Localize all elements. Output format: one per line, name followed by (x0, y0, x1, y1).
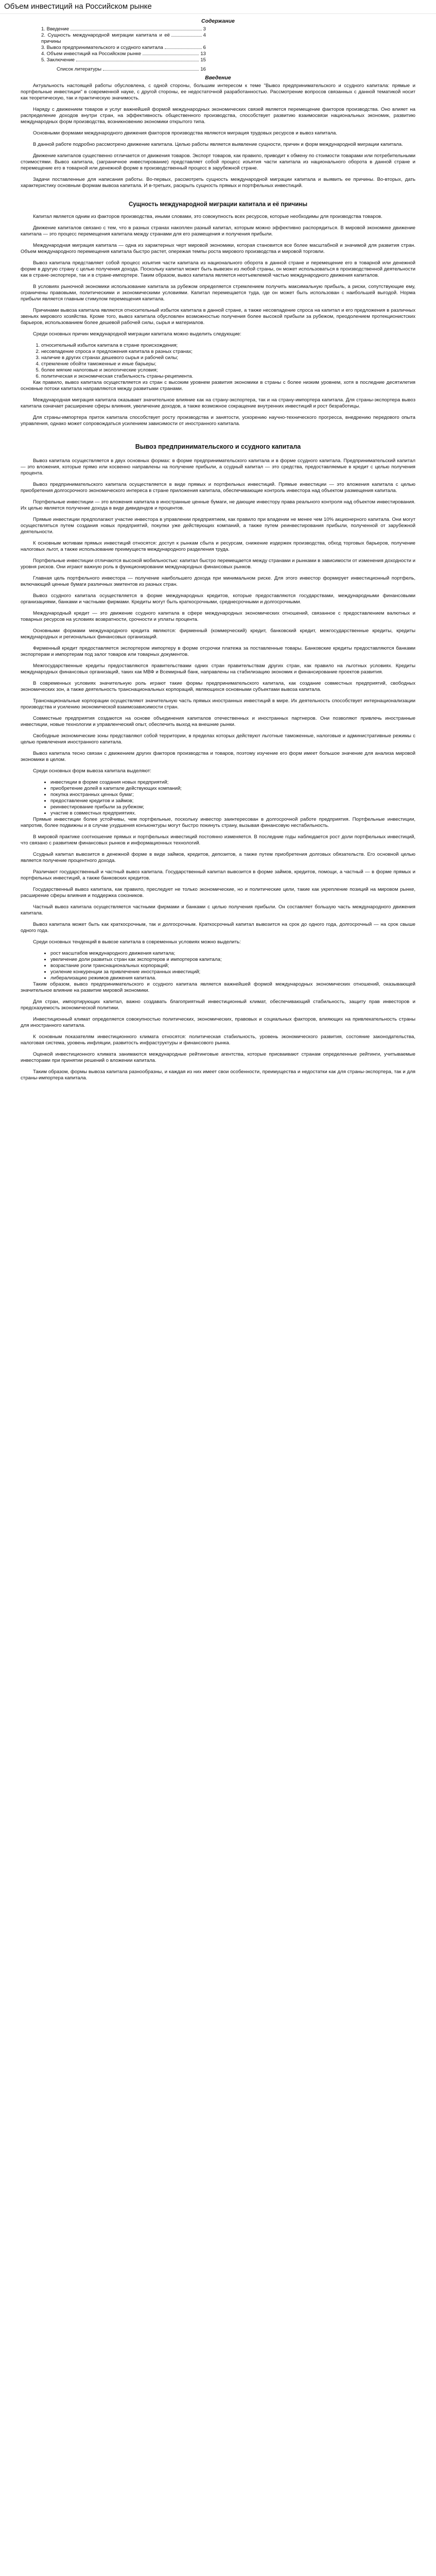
paragraph: К основным показателям инвестиционного климата относятся: политическая стабильность, уровень экономического развития, состояние законодательства, налоговая система, уровень инфляции, развитость инфраструктуры и финансового рынка. (21, 1034, 415, 1046)
paragraph: Среди основных тенденций в вывозе капитала в современных условиях можно выделить: (33, 939, 241, 945)
paragraph: Вывоз ссудного капитала осуществляется в форме международных кредитов, которые предоставляются государствами, международными финансовыми организациями, банками и частными фирмами. Кредиты могут быть краткосрочными, среднесрочными и долгосрочными. (21, 593, 415, 605)
paragraph: Среди основных причин международной миграции капитала можно выделить следующие: (33, 331, 241, 337)
table-of-contents (41, 26, 206, 73)
paragraph: Различают государственный и частный вывоз капитала. Государственный капитал вывозится в форме займов, кредитов, помощи, а частный — в форме прямых и портфельных инвестиций, а также банковских кредитов. (21, 869, 415, 881)
paragraph: Международная миграция капитала — одна из характерных черт мировой экономики, которая становится все более масштабной и значимой для развития стран. Объем международного перемещения капитала быстро растет, опережая темпы роста мирового производства и мировой торговли. (21, 243, 415, 255)
causes-list (21, 343, 415, 380)
trends-list (21, 951, 415, 981)
paragraph: Свободные экономические зоны представляют собой территории, в пределах которых действуют льготные таможенные, налоговые и административные режимы с целью привлечения иностранного капитала. (21, 733, 415, 745)
paragraph: Прямые инвестиции предполагают участие инвестора в управлении предприятием, как правило при владении не менее чем 10% акционерного капитала. Они могут осуществляться путем создания новых предприятий, покупки уже действующих компаний, а также путем реинвестирования прибыли, полученной от зарубежной деятельности. (21, 517, 415, 535)
paragraph: Совместные предприятия создаются на основе объединения капиталов отечественных и иностранных партнеров. Они позволяют привлечь иностранные инвестиции, новые технологии и управленческий опыт, обеспечить выход на внешние рынки. (21, 716, 415, 727)
list-item: • реинвестирование прибыли за рубежом; (50, 804, 415, 810)
section-3-closing (21, 981, 415, 1087)
list-item: • возрастание роли транснациональных корпораций; (50, 963, 415, 969)
toc-item[interactable]: 4. Объем инвестиций на Российском рынке 13 (41, 51, 206, 57)
paragraph: Причинами вывоза капитала являются относительный избыток капитала в данной стране, а также несовпадение спроса на капитал и его предложения в различных звеньях мирового хозяйства. Кроме того, вывоз капитала обусловлен возможностью получения более высокой прибыли за рубежом, преодолением протекционистских барьеров, использованием более дешевой рабочей силы, сырья и материалов. (21, 308, 415, 326)
toc-heading: Содержание (201, 18, 235, 24)
paragraph: Вывоз капитала представляет собой процесс изъятия части капитала из национального оборота в данной стране и перемещение его в товарной или денежной форме в другую страну с целью получения дохода. Поскольку капитал может быть вывезен из любой страны, он может использоваться в производственной деятельности как в стране-экспортере, так и в стране-импортере. Таким образом, вывоз капитала является неотъемлемой частью международного движения капиталов. (21, 260, 415, 278)
paragraph: Основными формами международного движения факторов производства являются миграция трудовых ресурсов и вывоз капитала. (33, 130, 338, 136)
intro-section (21, 83, 415, 194)
paragraph: В данной работе подробно рассмотрено движение капитала. Целью работы является выявление сущности, причин и форм международной миграции капитала. (33, 142, 403, 147)
section-3 (21, 458, 415, 779)
list-item: 4. стремление обойти таможенные и иные барьеры; (41, 361, 415, 367)
paragraph: Движение капиталов связано с тем, что в разных странах накоплен разный капитал, которым можно эффективно распорядиться. В мировой экономике движение капитала — это процесс перемещения капитала между странами для его размещения и получения прибыли. (21, 225, 415, 237)
list-item: • участие в совместных предприятиях. (50, 810, 415, 817)
list-item: 1. относительный избыток капитала в стране происхождения; (41, 343, 415, 349)
toc-item[interactable]: 1. Введение 3 (41, 26, 206, 32)
toc-item[interactable]: Список литературы 16 (57, 66, 206, 72)
toc-item[interactable]: 2. Сущность международной миграции капитала и её причины 4 (41, 32, 206, 44)
section-2 (21, 214, 415, 343)
paragraph: Таким образом, вывоз предпринимательского и ссудного капитала является важнейшей формой международных экономических отношений, оказывающей значительное влияние на развитие мировой экономики. (21, 981, 415, 993)
list-item: • либерализацию режимов движения капитала. (50, 975, 415, 981)
paragraph: Портфельные инвестиции отличаются высокой мобильностью: капитал быстро перемещается между странами и рынками в зависимости от изменения доходности и уровня рисков. Они играют важную роль в функционировании международных финансовых рынков. (21, 558, 415, 570)
paragraph: Вывоз капитала тесно связан с движением других факторов производства и товаров, поэтому изучение его форм имеет большое значение для анализа мировой экономики в целом. (21, 751, 415, 762)
section-2-continued (21, 380, 415, 432)
paragraph: Таким образом, формы вывоза капитала разнообразны, и каждая из них имеет свои особенности, преимущества и недостатки как для страны-экспортера, так и для страны-импортера капитала. (21, 1069, 415, 1081)
paragraph: Капитал является одним из факторов производства, иными словами, это совокупность всех ресурсов, которые необходимы для производства товаров. (33, 214, 382, 219)
paragraph: Частный вывоз капитала осуществляется частными фирмами и банками с целью получения прибыли. Он составляет большую часть международного движения капитала. (21, 904, 415, 916)
paragraph: Актуальность настоящей работы обусловлена, с одной стороны, большим интересом к теме "Вывоз предпринимательского и ссудного капитала: прямые и портфельные инвестиции" в современной науке, с другой стороны, ее недостаточной разработанностью. Рассмотрение вопросов связанных с данной тематикой носит как теоретическую, так и практическую значимость. (21, 83, 415, 101)
paragraph: В условиях рыночной экономики использование капитала за рубежом определяется стремлением получить максимальную прибыль, а риски, сопутствующие ему, ограничены правовыми, политическими и экономическими условиями. Капитал перемещается туда, где он может быть использован с наибольшей выгодой. Норма прибыли является главным стимулом перемещения капитала. (21, 284, 415, 302)
list-item: 3. наличие в других странах дешевого сырья и рабочей силы; (41, 355, 415, 361)
list-item: 2. несовпадение спроса и предложения капитала в разных странах; (41, 349, 415, 355)
paragraph: Вывоз капитала осуществляется в двух основных формах: в форме предпринимательского капитала и в форме ссудного капитала. Предпринимательский капитал — это вложения, которые прямо или косвенно направлены на получение прибыли, а ссудный капитал — это средства, предоставляемые в кредит с целью получения процента. (21, 458, 415, 476)
list-item: • инвестиции в форме создания новых предприятий; (50, 779, 415, 786)
paragraph: Международная миграция капитала оказывает значительное влияние как на страну-экспортера, так и на страну-импортера капитала. Для страны-экспортера вывоз капитала означает расширение сферы влияния, увеличение доходов, а также возможное сокращение внутренних инвестиций и рост безработицы. (21, 397, 415, 409)
section-heading: Сущность международной миграции капитала и её причины (128, 201, 308, 208)
paragraph: Фирменный кредит предоставляется экспортером импортеру в форме отсрочки платежа за поставленные товары. Банковские кредиты предоставляются банками экспортерам и импортерам под залог товаров или товарных документов. (21, 646, 415, 657)
document-page (0, 0, 436, 1087)
paragraph: Для страны-импортера приток капитала способствует росту производства и занятости, ускорению научно-технического прогресса, внедрению передового опыта управления, однако может сопровождаться усилением зависимости от иностранного капитала. (21, 415, 415, 427)
paragraph: Транснациональные корпорации осуществляют значительную часть прямых иностранных инвестиций в мире. Их деятельность способствует интернационализации производства и усилению экономической взаимозависимости стран. (21, 698, 415, 710)
paragraph: Прямые инвестиции более устойчивы, чем портфельные, поскольку инвестор заинтересован в долгосрочной работе предприятия. Портфельные инвестиции, напротив, более подвижны и в случае ухудшения конъюнктуры могут быстро покинуть страну, вызывая финансовую нестабильность. (21, 817, 415, 828)
section-heading: Вывоз предпринимательского и ссудного капитала (135, 443, 301, 450)
paragraph: В современных условиях значительную роль играют такие формы предпринимательского капитала, как создание совместных предприятий, свободных экономических зон, а также деятельность транснациональных корпораций, являющихся основными субъектами вывоза капитала. (21, 681, 415, 692)
paragraph: Международный кредит — это движение ссудного капитала в сфере международных экономических отношений, связанное с предоставлением валютных и товарных ресурсов на условиях возвратности, срочности и уплаты процента. (21, 611, 415, 622)
list-item: • предоставление кредитов и займов; (50, 798, 415, 804)
toc-item[interactable]: 5. Заключение 15 (41, 57, 206, 63)
paragraph: Основными формами международного кредита являются: фирменный (коммерческий) кредит, банковский кредит, межгосударственные кредиты, кредиты международных и региональных финансовых организаций. (21, 628, 415, 640)
paragraph: Государственный вывоз капитала, как правило, преследует не только экономические, но и политические цели, такие как укрепление позиций на мировом рынке, расширение сферы влияния и поддержка союзников. (21, 887, 415, 899)
paragraph: Для стран, импортирующих капитал, важно создавать благоприятный инвестиционный климат, обеспечивающий стабильность, защиту прав инвесторов и предсказуемость экономической политики. (21, 999, 415, 1011)
paragraph: Межгосударственные кредиты предоставляются правительствами одних стран правительствам других стран, как правило на льготных условиях. Кредиты международных финансовых организаций, таких как МВФ и Всемирный банк, направлены на стабилизацию экономик и финансирование проектов развития. (21, 663, 415, 675)
paragraph: Портфельные инвестиции — это вложения капитала в иностранные ценные бумаги, не дающие инвестору права реального контроля над объектом инвестирования. Их целью является получение дохода в виде дивидендов и процентов. (21, 499, 415, 511)
paragraph: Как правило, вывоз капитала осуществляется из стран с высоким уровнем развития экономики в страны с более низким уровнем, хотя в последние десятилетия основные потоки капитала направляются между развитыми странами. (21, 380, 415, 392)
intro-heading: Введение (205, 75, 231, 81)
list-item: • приобретение долей в капитале действующих компаний; (50, 786, 415, 792)
paragraph: К основным мотивам прямых инвестиций относятся: доступ к рынкам сбыта и ресурсам, снижение издержек производства, обход торговых барьеров, получение налоговых льгот, а также использование преимуществ международного разделения труда. (21, 540, 415, 552)
toc-item[interactable]: 3. Вывоз предпринимательского и ссудного капитала 6 (41, 45, 206, 50)
paragraph: Среди основных форм вывоза капитала выделяют: (33, 768, 151, 774)
paragraph: Инвестиционный климат определяется совокупностью политических, экономических, правовых и социальных факторов, влияющих на привлекательность страны для иностранного капитала. (21, 1016, 415, 1028)
forms-list (21, 779, 415, 817)
list-item: • увеличение доли развитых стран как экспортеров и импортеров капитала; (50, 957, 415, 963)
document-body (0, 14, 436, 1087)
window-title: Объем инвестиций на Российском рынке (0, 0, 436, 14)
paragraph: Задачи поставленные для написания работы. Во-первых, рассмотреть сущность международной миграции капитала и выявить ее причины. Во-вторых, дать характеристику основным формам вывоза капитала. И в-третьих, раскрыть сущность прямых и портфельных инвестиций. (21, 177, 415, 189)
list-item: 5. более мягкие налоговые и экологические условия; (41, 367, 415, 374)
paragraph: Движение капиталов существенно отличается от движения товаров. Экспорт товаров, как правило, приводит к обмену по стоимости товарами или потребительными стоимостями. Вывоз капитала, (заграничное инвестирование) представляет собой процесс изъятия части капитала из национального оборота в данной стране и перемещение его в товарной или денежной форме в производственный процесс в зарубежной стране. (21, 153, 415, 171)
paragraph: Вывоз капитала может быть как краткосрочным, так и долгосрочным. Краткосрочный капитал вывозится на срок до одного года, долгосрочный — на срок свыше одного года. (21, 922, 415, 934)
list-item: • рост масштабов международного движения капитала; (50, 951, 415, 957)
list-item: • покупка иностранных ценных бумаг; (50, 792, 415, 798)
paragraph: Главная цель портфельного инвестора — получение наибольшего дохода при минимальном риске. Для этого инвестор формирует инвестиционный портфель, включающий ценные бумаги различных эмитентов из разных стран. (21, 575, 415, 587)
list-item: 6. политическая и экономическая стабильность страны-реципиента. (41, 374, 415, 380)
paragraph: Ссудный капитал вывозится в денежной форме в виде займов, кредитов, депозитов, а также путем приобретения долговых обязательств. Его основной целью является получение процентного дохода. (21, 852, 415, 863)
paragraph: Вывоз предпринимательского капитала осуществляется в виде прямых и портфельных инвестиций. Прямые инвестиции — это вложения капитала с целью приобретения долгосрочного экономического интереса в стране приложения капитала, обеспечивающие контроль инвестора над объектом размещения капитала. (21, 482, 415, 494)
paragraph: В мировой практике соотношение прямых и портфельных инвестиций постоянно изменяется. В последние годы наблюдается рост доли портфельных инвестиций, что связано с развитием финансовых рынков и информационных технологий. (21, 834, 415, 846)
section-3-continued (21, 817, 415, 951)
list-item: • усиление конкуренции за привлечение иностранных инвестиций; (50, 969, 415, 975)
paragraph: Оценкой инвестиционного климата занимаются международные рейтинговые агентства, которые присваивают странам определенные рейтинги, учитываемые инвесторами при принятии решений о вложении капитала. (21, 1052, 415, 1063)
paragraph: Наряду с движением товаров и услуг важнейшей формой международных экономических связей является перемещение факторов производства. Оно влияет на распределение доходов внутри стран, на эффективность общественного производства, способствует развитию взаимосвязи национальных экономик, развитию международных форм производства, возникновению экономики открытого типа. (21, 107, 415, 125)
